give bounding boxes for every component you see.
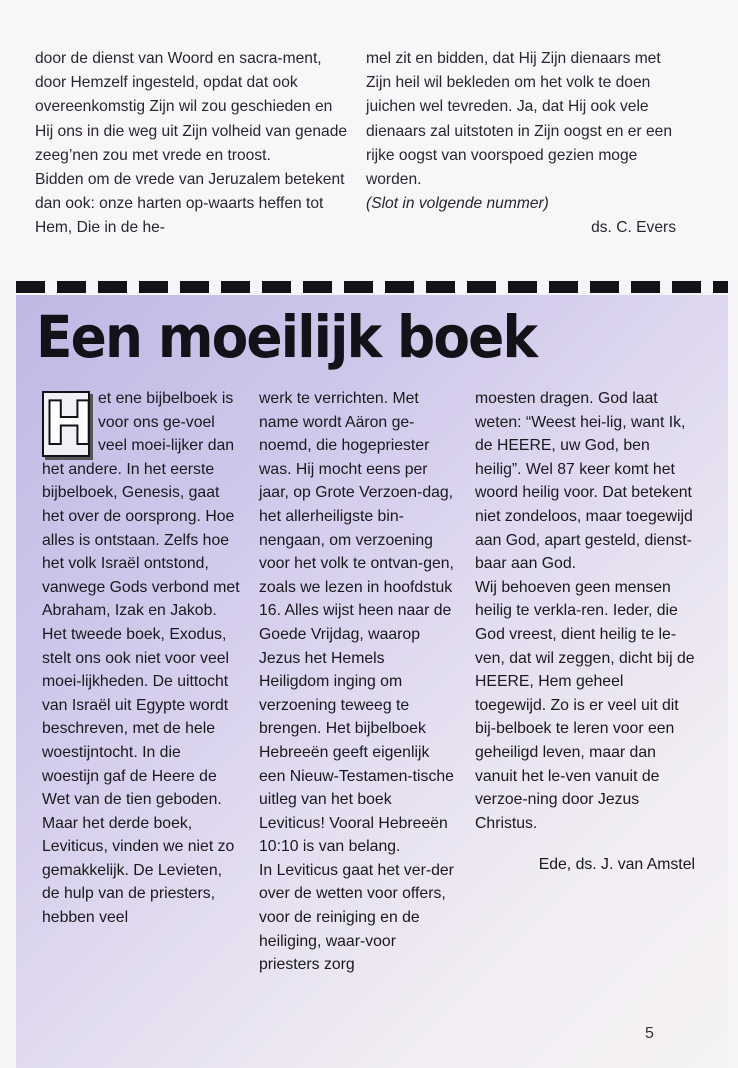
paragraph: moesten dragen. God laat weten: “Weest hei-lig, want Ik, de HEERE, uw God, ben heilig”. Wel 87 keer komt het woord heilig voor. Dat betekent niet zondeloos, maar toegewijd aan God, apart gesteld, dienst-baar aan God. <box>475 390 693 573</box>
paragraph: In Leviticus gaat het ver-der over de wetten voor offers, voor de reiniging en de heiliging, waar-voor priesters zorg <box>259 861 454 974</box>
dashed-divider <box>16 281 728 293</box>
article-title: Een moeilijk boek <box>36 303 537 371</box>
continuation-note: (Slot in volgende nummer) <box>366 195 549 213</box>
paragraph: werk te verrichten. Met name wordt Aäron ge-noemd, die hogepriester was. Hij mocht eens per jaar, op Grote Verzoen-dag, het allerheiligste bin-nengaan, om verzoening voor het volk te ontvan-gen, zoals we lezen in hoofdstuk 16. Alles wijst heen naar de Goede Vrijdag, waarop Jezus het Hemels Heiligdom inging om verzoening teweeg te brengen. Het bijbelboek Hebreeën geeft eigenlijk een Nieuw-Testamen-tische uitleg van het boek Leviticus! Vooral Hebreeën 10:10 is van belang. <box>259 390 454 856</box>
previous-article-left-column <box>35 47 353 241</box>
previous-article-right-column <box>366 47 676 241</box>
author-signature: ds. C. Evers <box>591 219 676 237</box>
article-column-3 <box>475 387 695 877</box>
article-column-1 <box>42 387 240 930</box>
paragraph: door de dienst van Woord en sacra-ment, door Hemzelf ingesteld, opdat dat ook overeenkomstig Zijn wil zou geschieden en Hij ons in die weg uit Zijn volheid van genade zeeg’nen zou met vrede en troost. <box>35 50 348 164</box>
paragraph: mel zit en bidden, dat Hij Zijn dienaars met Zijn heil wil bekleden om het volk te doen juichen wel tevreden. Ja, dat Hij ook vele dienaars zal uitstoten in Zijn oogst en er een rijke oogst van voorspoed gezien moge worden. <box>366 50 672 189</box>
paragraph: Wij behoeven geen mensen heilig te verkla-ren. Ieder, die God vreest, dient heilig te le-ven, dat wil zeggen, dicht bij de HEERE, Hem geheel toegewijd. Zo is er veel uit dit bij-belboek te leren voor een geheiligd leven, maar dan vanuit het le-ven vanuit de verzoe-ning door Jezus Christus. <box>475 578 695 832</box>
article-een-moeilijk-boek <box>16 295 728 1068</box>
paragraph: Maar het derde boek, Leviticus, vinden we niet zo gemakkelijk. De Levieten, de hulp van de priesters, hebben veel <box>42 814 235 927</box>
previous-article-ending <box>0 0 738 282</box>
paragraph: Bidden om de vrede van Jeruzalem betekent dan ook: onze harten op-waarts heffen tot Hem, Die in de he- <box>35 171 345 237</box>
article-column-2 <box>259 387 459 977</box>
paragraph-text: et ene bijbelboek is voor ons ge-voel veel moei-lijker dan het andere. In het eerste bijbelboek, Genesis, gaat het over de oorsprong. Hoe alles is ontstaan. Zelfs hoe het volk Israël ontstond, vanwege Gods verbond met Abraham, Izak en Jakob. Het tweede boek, Exodus, stelt ons ook niet voor veel moei-lijkheden. De uittocht van Israël uit Egypte wordt beschreven, met de hele woestijntocht. In die woestijn gaf de Heere de Wet van de tien geboden. <box>42 390 240 809</box>
page-number: 5 <box>645 1025 654 1042</box>
paragraph <box>42 387 240 812</box>
author-signature: Ede, ds. J. van Amstel <box>538 856 695 874</box>
drop-cap: H <box>44 389 95 459</box>
